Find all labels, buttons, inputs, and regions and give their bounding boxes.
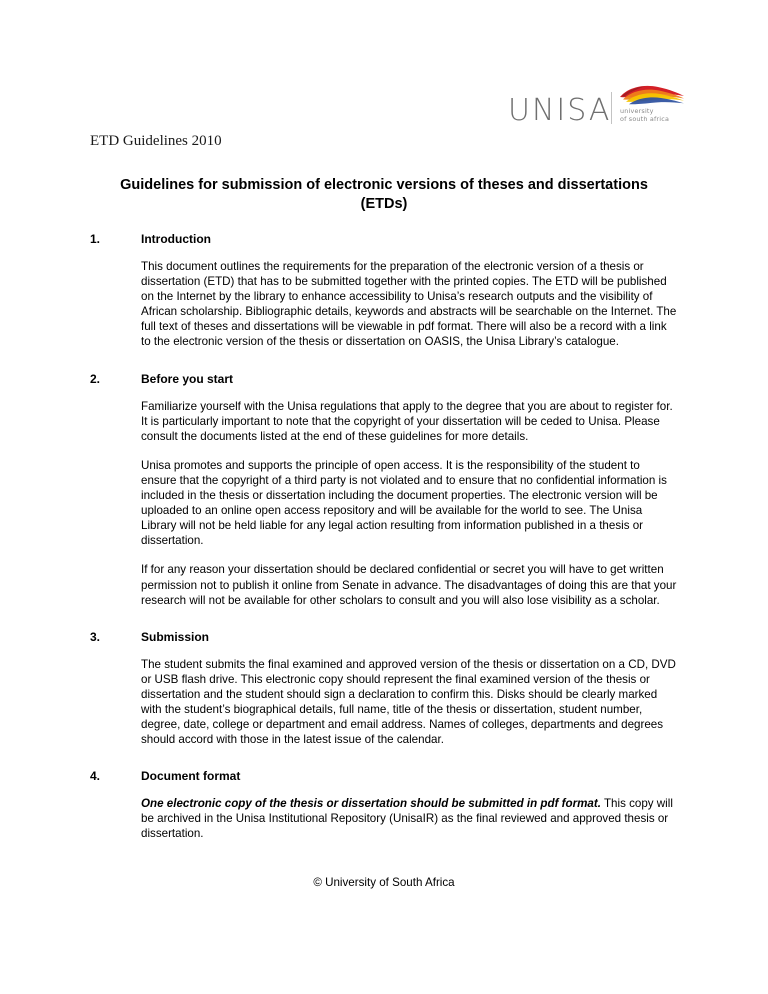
- section-title-4: Document format: [141, 769, 241, 784]
- page-title-line1: Guidelines for submission of electronic versions of theses and dissertations: [120, 177, 648, 193]
- section-heading-4: [0, 769, 768, 783]
- section-before-you-start: [0, 372, 768, 608]
- document-body: [0, 232, 768, 856]
- unisa-tagline-line1: university: [620, 107, 654, 115]
- page-title: [90, 176, 678, 214]
- paragraph: If for any reason your dissertation should be declared confidential or secret you will have to get written permission not to publish it online from Senate in advance. The disadvantages of doing this are that your research will not be available for other scholars to consult and you will also lose visibility as a scholar.: [141, 563, 677, 607]
- unisa-tagline-line2: of south africa: [620, 114, 670, 123]
- section-submission: [0, 630, 768, 748]
- section-heading-1: [0, 232, 768, 246]
- section-heading-3: [0, 630, 768, 644]
- running-header: ETD Guidelines 2010: [90, 133, 222, 149]
- section-number-2: 2.: [90, 371, 101, 386]
- section-introduction: [0, 232, 768, 350]
- section-number-4: 4.: [90, 769, 101, 784]
- unisa-wordmark: UNISA: [508, 93, 612, 128]
- unisa-logo: [508, 84, 688, 140]
- unisa-tagline: [620, 108, 669, 123]
- unisa-swoosh-icon: [618, 84, 686, 108]
- paragraph: Familiarize yourself with the Unisa regulations that apply to the degree that you are about to register for. It is particularly important to note that the copyright of your dissertation will be ceded to Unisa. Please consult the documents listed at the end of these guidelines for more details.: [141, 399, 673, 443]
- section-title-1: Introduction: [141, 232, 211, 246]
- page-footer: © University of South Africa: [313, 876, 455, 889]
- paragraph: Unisa promotes and supports the principle of open access. It is the responsibility of the student to ensure that the copyright of a third party is not violated and to ensure that no confidential information is included in the thesis or dissertation including the document properties. The electronic version will be uploaded to an online open access repository and will be available for the world to see. The Unisa Library will not be held liable for any legal action resulting from information published in a thesis or dissertation.: [141, 458, 667, 548]
- paragraph: This document outlines the requirements for the preparation of the electronic version of a thesis or dissertation (ETD) that has to be submitted together with the printed copies. The ETD will be published on the Internet by the library to enhance accessibility to Unisa’s research outputs and the visibility of African scholarship. Bibliographic details, keywords and abstracts will be searchable on the Internet. The full text of theses and dissertations will be viewable in pdf format. There will also be a record with a link to the electronic version of the thesis or dissertation on OASIS, the Unisa Library’s catalogue.: [141, 260, 677, 349]
- page-title-line2: (ETDs): [360, 196, 408, 212]
- emphasis-lead: One electronic copy of the thesis or dissertation should be submitted in pdf format.: [141, 797, 601, 811]
- paragraph-emphasis: [0, 796, 768, 841]
- section-document-format: [0, 769, 768, 841]
- paragraph: The student submits the final examined and approved version of the thesis or dissertation on a CD, DVD or USB flash drive. This electronic copy should represent the final examined version of the thesis or dissertation and the student should sign a declaration to confirm this. Disks should be clearly marked with the student’s biographical details, full name, title of the thesis or dissertation, student number, degree, date, college or department and email address. Names of colleges, departments and degrees should accord with those in the latest issue of the calendar.: [141, 657, 676, 747]
- section-title-3: Submission: [141, 629, 210, 644]
- logo-divider: [611, 92, 612, 124]
- section-number-3: 3.: [90, 629, 101, 644]
- emphasis-rest: This copy will be archived in the Unisa Institutional Repository (UnisaIR) as the final reviewed and approved thesis or dissertation.: [141, 797, 673, 841]
- section-title-2: Before you start: [141, 371, 234, 386]
- section-number-1: 1.: [90, 232, 101, 246]
- section-heading-2: [0, 372, 768, 386]
